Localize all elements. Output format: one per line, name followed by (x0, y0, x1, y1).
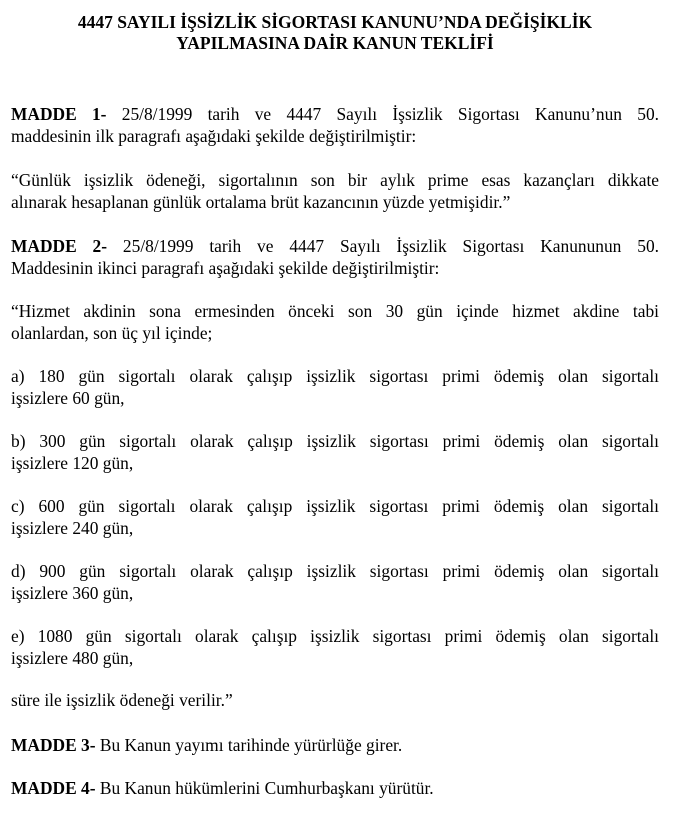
article-2-quote-line-1: “Hizmet akdinin sona ermesinden önceki son 30 gün içinde hizmet akdine tabi (11, 301, 659, 321)
list-item (11, 366, 659, 388)
list-item-line-1: e) 1080 gün sigortalı olarak çalışıp işsizlik sigortası primi ödemiş olan sigortalı (11, 626, 659, 646)
article-1-heading: MADDE 1- (11, 104, 107, 124)
document-page (11, 0, 659, 798)
document-title (11, 0, 659, 54)
article-3 (11, 735, 402, 757)
list-item (11, 561, 659, 583)
title-line-1: 4447 SAYILI İŞSİZLİK SİGORTASI KANUNU’NDA DEĞİŞİKLİK (77, 12, 593, 32)
list-item-line-1: c) 600 gün sigortalı olarak çalışıp işsizlik sigortası primi ödemiş olan sigortalı (11, 496, 659, 516)
article-4 (11, 778, 434, 800)
list-item (11, 626, 659, 648)
list-item-line-1: a) 180 gün sigortalı olarak çalışıp işsizlik sigortası primi ödemiş olan sigortalı (11, 366, 659, 386)
article-2-closing: süre ile işsizlik ödeneği verilir.” (11, 690, 233, 710)
article-3-heading: MADDE 3- (11, 735, 96, 755)
article-1-text-line-1: 25/8/1999 tarih ve 4447 Sayılı İşsizlik Sigortası Kanunu’nun 50. (121, 104, 659, 124)
article-2-text-line-1: 25/8/1999 tarih ve 4447 Sayılı İşsizlik Sigortası Kanununun 50. (122, 236, 659, 256)
article-2-quote-line-1-wrap (11, 301, 659, 323)
list-item-line-2: işsizlere 240 gün, (11, 518, 134, 538)
title-line-2: YAPILMASINA DAİR KANUN TEKLİFİ (176, 33, 494, 53)
article-2-line-1-wrap (11, 236, 659, 258)
article-4-heading: MADDE 4- (11, 778, 96, 798)
article-1-line-1 (11, 104, 659, 126)
list-item (11, 431, 659, 453)
article-3-text: Bu Kanun yayımı tarihinde yürürlüğe girer. (99, 735, 403, 755)
list-item (11, 496, 659, 518)
article-2-heading: MADDE 2- (11, 236, 108, 256)
list-item-line-1: b) 300 gün sigortalı olarak çalışıp işsizlik sigortası primi ödemiş olan sigortalı (11, 431, 659, 451)
article-2-line-1 (11, 236, 659, 258)
article-2-text-line-2: Maddesinin ikinci paragrafı aşağıdaki şekilde değiştirilmiştir: (11, 258, 440, 278)
list-item-line-2: işsizlere 480 gün, (11, 648, 134, 668)
article-1-quote-line-1-wrap (11, 170, 659, 192)
article-4-text: Bu Kanun hükümlerini Cumhurbaşkanı yürütür. (99, 778, 434, 798)
list-item-line-1: d) 900 gün sigortalı olarak çalışıp işsizlik sigortası primi ödemiş olan sigortalı (11, 561, 659, 581)
article-2-quote-line-2: olanlardan, son üç yıl içinde; (11, 323, 213, 343)
article-1-line-1-wrap (11, 104, 659, 126)
article-1-text-line-2: maddesinin ilk paragrafı aşağıdaki şekilde değiştirilmiştir: (11, 126, 417, 146)
article-1-quote-line-2: alınarak hesaplanan günlük ortalama brüt kazancının yüzde yetmişidir.” (11, 192, 511, 212)
list-item-line-2: işsizlere 360 gün, (11, 583, 134, 603)
list-item-line-2: işsizlere 60 gün, (11, 388, 125, 408)
article-1-quote-line-1: “Günlük işsizlik ödeneği, sigortalının son bir aylık prime esas kazançları dikkate (11, 170, 659, 190)
list-item-line-2: işsizlere 120 gün, (11, 453, 134, 473)
